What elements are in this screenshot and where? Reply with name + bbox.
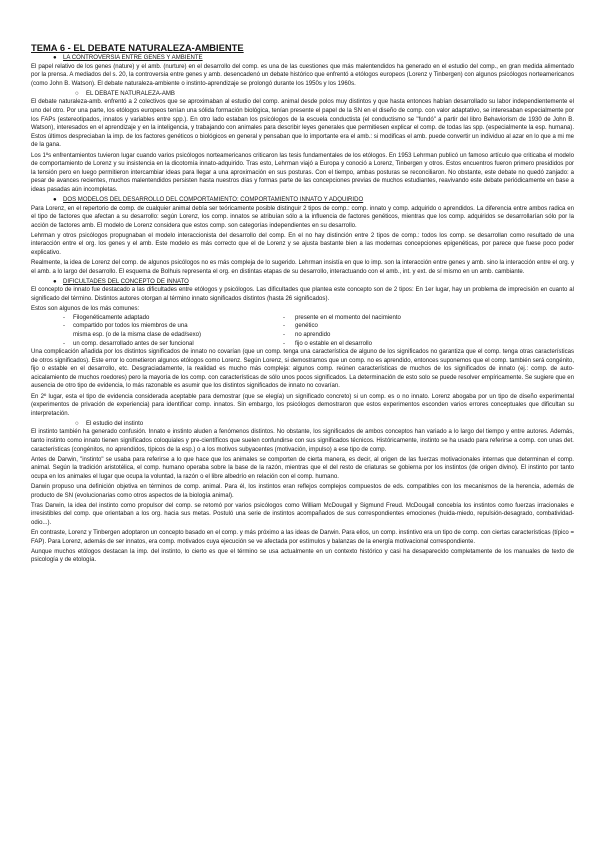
paragraph: Una complicación añadida por los distintos significados de innato no covarían (que un comp. tenga una característica de alguno de los significados no garantiza que el comp. tenga otras características de otros significados). Este error lo cometieron algunos etólogos como Lorenz. Según Lorenz, si demostramos que un comp. no es aprendido, entonces suponemos que el comp. también será congénito, fijo o estable en el desarrollo, etc. Desgraciadamente, la realidad es mucho más compleja: algunos comp. reúnen características de muchos de los significados de innato (ej.: comp. de auto-acicalamiento de muchos roedores) pero la mayoría de los comp. con características de sólo unos pocos significados. La determinación de esto solo se puede resolver empíricamente. Se sugiere que en ausencia de otro tipo de evidencia, lo más razonable es asumir que los distintos significados de innato no covarían.: [31, 349, 574, 390]
list-item: - Filogenéticamente adaptado - presente en el momento del nacimiento: [31, 314, 574, 323]
section-heading-dificultades: ● DIFICULTADES DEL CONCEPTO DE INNATO: [53, 278, 189, 285]
section-heading-debate: ○ EL DEBATE NATURALEZA-AMB: [75, 90, 175, 97]
document-title: TEMA 6 - EL DEBATE NATURALEZA-AMBIENTE: [31, 42, 244, 53]
list-item: - compartido por todos los miembros de una - genético: [31, 322, 574, 331]
dash-icon: -: [283, 314, 286, 321]
section-heading-controversia: ● LA CONTROVERSIA ENTRE GENES Y AMBIENTE: [53, 55, 203, 61]
paragraph: El instinto también ha generado confusión. Innato e instinto aluden a fenómenos distintos. No obstante, los significados de ambos conceptos han variado a lo largo del tiempo y entre autores. Además, tanto instinto como innato tienen significados coloquiales y pre-científicos que suelen confundirse con sus significados técnicos. Históricamente, instinto se ha usado para referirse a comp. con unas det. características (congénitos, no aprendidos, típicos de la esp.) o a los motivos subyacentes (motivación, impulso) a ese tipo de comp.: [31, 429, 574, 453]
paragraph: El concepto de innato fue destacado a las dificultades entre etólogos y psicólogos. Las dificultades que plantea este concepto son de 2 tipos: En 1er lugar, hay un problema de imprecisión en cuanto al significado del término. Distintos autores otorgan al término innato significados distintos (hasta 26 significados).: [31, 287, 574, 303]
paragraph: Antes de Darwin, "instinto" se usaba para referirse a lo que hace que los animales se comporten de cierta manera, es decir, al origen de las fuerzas motivacionales internas que determinan el comp. animal. Según la tradición aristotélica, el comp. humano operaba sobre la base de la razón, mientras que el del resto de criaturas se gobierna por los instintos (de origen divino). El instinto por tanto ocupa en los animales el lugar que ocupa la voluntad, la razón o el libre albedrío en relación con el comp. humano.: [31, 456, 574, 480]
paragraph: Los 1ºs enfrentamientos tuvieron lugar cuando varios psicólogos norteamericanos criticaron las tesis fundamentales de los etólogos. En 1953 Lehrman publicó un famoso artículo que criticaba el modelo de comportamiento de Lorenz y su insistencia en la dicotomía innato-adquirido. Tras esto, Lehrman viajó a Europa y conoció a Lorenz, Tinbergen y otros. Estos encuentros fueron primero presididos por la tensión pero en luego permitieron intercambiar ideas para llegar a una aproximación en sus posturas. Con el tiempo, ambas posturas se reconciliaron. No obstante, este debate no quedó zanjado: a pesar de avances recientes, muchos malentendidos persisten hasta nuestros días y formas parte de las concepciones previas de muchos estudiantes, reavivando este debate periódicamente en base a ideas pasadas aún incompletas.: [31, 152, 574, 193]
list-item: - un comp. desarrollado antes de ser funcional - fijo o estable en el desarrollo: [31, 340, 574, 349]
dash-icon: -: [62, 323, 65, 330]
bullet-dot-icon: ●: [53, 55, 57, 61]
paragraph: En 2º lugar, esta el tipo de evidencia considerada aceptable para demostrar (que se elegía) un significado concreto) si un comp. es o no innato. Lorenz abogaba por un tipo de diseño experimental (experimentos de privación de experiencia) para identificar comp. innatos. Sin embargo, los psicólogos demostraron que estos experimentos esconden varios errores conceptuales que dificultan su interpretación.: [31, 393, 574, 417]
meanings-list: [31, 314, 574, 348]
paragraph: Realmente, la idea de Lorenz del comp. de algunos psicólogos no es más compleja de lo sugerido. Lehrman insistía en que lo imp. son la interacción entre genes y amb. sino la interacción entre el org. y el amb. a lo largo del desarrollo. El esquema de Bolhuis representa el org. en distintas etapas de su desarrollo, interactuando con el amb., int. y ext. de sí mismo en un amb. cambiante.: [31, 260, 574, 275]
dash-icon: -: [62, 314, 65, 321]
section-heading-modelos: ● DOS MODELOS DEL DESARROLLO DEL COMPORTAMIENTO: COMPORTAMIENTO INNATO Y ADQUIRIDO: [53, 197, 364, 203]
dash-icon: -: [62, 340, 65, 347]
bullet-circle-icon: ○: [75, 90, 79, 97]
paragraph: El papel relativo de los genes (nature) y el amb. (nurture) en el desarrollo del comp. es una de las cuestiones que más malentendidos ha generado en el estudio del comp., en gran medida alimentado por la prensa. A mediados del s. 20, la controversia entre genes y amb. desencadenó un debate histórico que enfrentó a etólogos europeos (Lorenz y Tinbergen) con algunos psicólogos norteamericanos (como John B. Watson). El debate naturaleza-ambiente o instinto-aprendizaje se prolongó durante los 1950s y los 1960s.: [31, 63, 574, 87]
bullet-dot-icon: ●: [53, 197, 57, 203]
paragraph: El debate naturaleza-amb. enfrentó a 2 colectivos que se aproximaban al estudio del comp. animal desde polos muy distintos y que hasta entonces habían desarrollado su labor independientemente el uno del otro. Por una parte, los etólogos europeos tenían una sólida formación biológica, tenían presente el papel de la SN en el diseño de comp. con valor adaptativo, se interesaban especialmente por los FAPs (estereotipados, innatos y variables entre spp.). En otro lado estaban los psicólogos de la escuela conductista (el conductismo se "fundó" a partir del libro Behaviorism de 1930 de John B. Watson), interesados en el aprendizaje y en la inteligencia, y trabajando con animales para describir leyes generales que permitiesen explicar el comp. de todas las spp. (especialmente la esp. humana). Estos últimos despreciaban la imp. de los factores genéticos o biológicos en general y pensaban que lo importante era el amb.: si modificas el amb. puede convertir un individuo al azar en lo que a mi me de la gana.: [31, 99, 574, 149]
paragraph: En contraste, Lorenz y Tinbergen adoptaron un concepto basado en el comp. y más próximo a las ideas de Darwin. Para ellos, un comp. instintivo era un tipo de comp. con ciertas características (típico = FAP). Para Lorenz, además de ser innatos, era comp. motivados cuya ejecución se ve afectada por estímulos y balanzas de la energía motivacional correspondiente.: [31, 529, 574, 545]
paragraph: Darwin propuso una definición objetiva en términos de comp. animal. Para él, los instintos eran reflejos complejos compuestos de eds. compatibles con los mecanismos de la herencia, además de producto de SN (evolucionarias como otros aspectos de la biología animal).: [31, 484, 574, 499]
paragraph: Aunque muchos etólogos destacan la imp. del instinto, lo cierto es que el término se usa actualmente en un contexto histórico y casi ha desaparecido completamente de los manuales de texto de psicología y de etología.: [31, 548, 574, 564]
bullet-dot-icon: ●: [53, 278, 57, 285]
dash-icon: -: [283, 340, 286, 347]
paragraph: Lehrman y otros psicólogos propugnaban el modelo interaccionista del desarrollo del comp. En el no hay distinción entre 2 tipos de comp.: todos los comp. se desarrollan como resultado de una interacción entre el org. los genes y el amb. Este modelo es más correcto que el de Lorenz y se ajusta bastante bien a las modernas concepciones epigenéticas, por parece que fuese poco poder explicativo.: [31, 232, 574, 257]
paragraph: Tras Darwin, la idea del instinto como propulsor del comp. se retomó por varios psicólogos como William McDougall y Sigmund Freud. McDougall concebía los instintos como fuerzas irracionales e irresistibles del comp. que orientaban a los org. hacia sus metas. Postuló una serie de instintos acompañados de sus correspondientes emociones (huida-miedo, repulsión-desagrado, combatividad-odio...).: [31, 502, 574, 526]
list-item: misma esp. (o de la misma clase de edad/sexo) - no aprendido: [73, 331, 331, 338]
dash-icon: -: [283, 331, 286, 338]
section-heading-instinto: ○ El estudio del instinto: [75, 420, 144, 427]
list-intro: Estos son algunos de los más comunes:: [31, 306, 140, 313]
bullet-circle-icon: ○: [75, 420, 79, 427]
paragraph: Para Lorenz, en el repertorio de comp. de cualquier animal debía ser teóricamente posible distinguir 2 tipos de comp.: comp. innato y comp. adquirido o aprendidos. La diferencia entre ambos radica en el tipo de factores que afectan a su desarrollo: según Lorenz, los comp. innatos se atribuían sólo a la influencia de factores genéticos, mientras que los comp. adquiridos se desarrollarían sólo por la acción de factores amb. El modelo de Lorenz considera que estos comp. son categorías independientes en su desarrollo.: [31, 205, 574, 229]
dash-icon: -: [283, 323, 286, 330]
